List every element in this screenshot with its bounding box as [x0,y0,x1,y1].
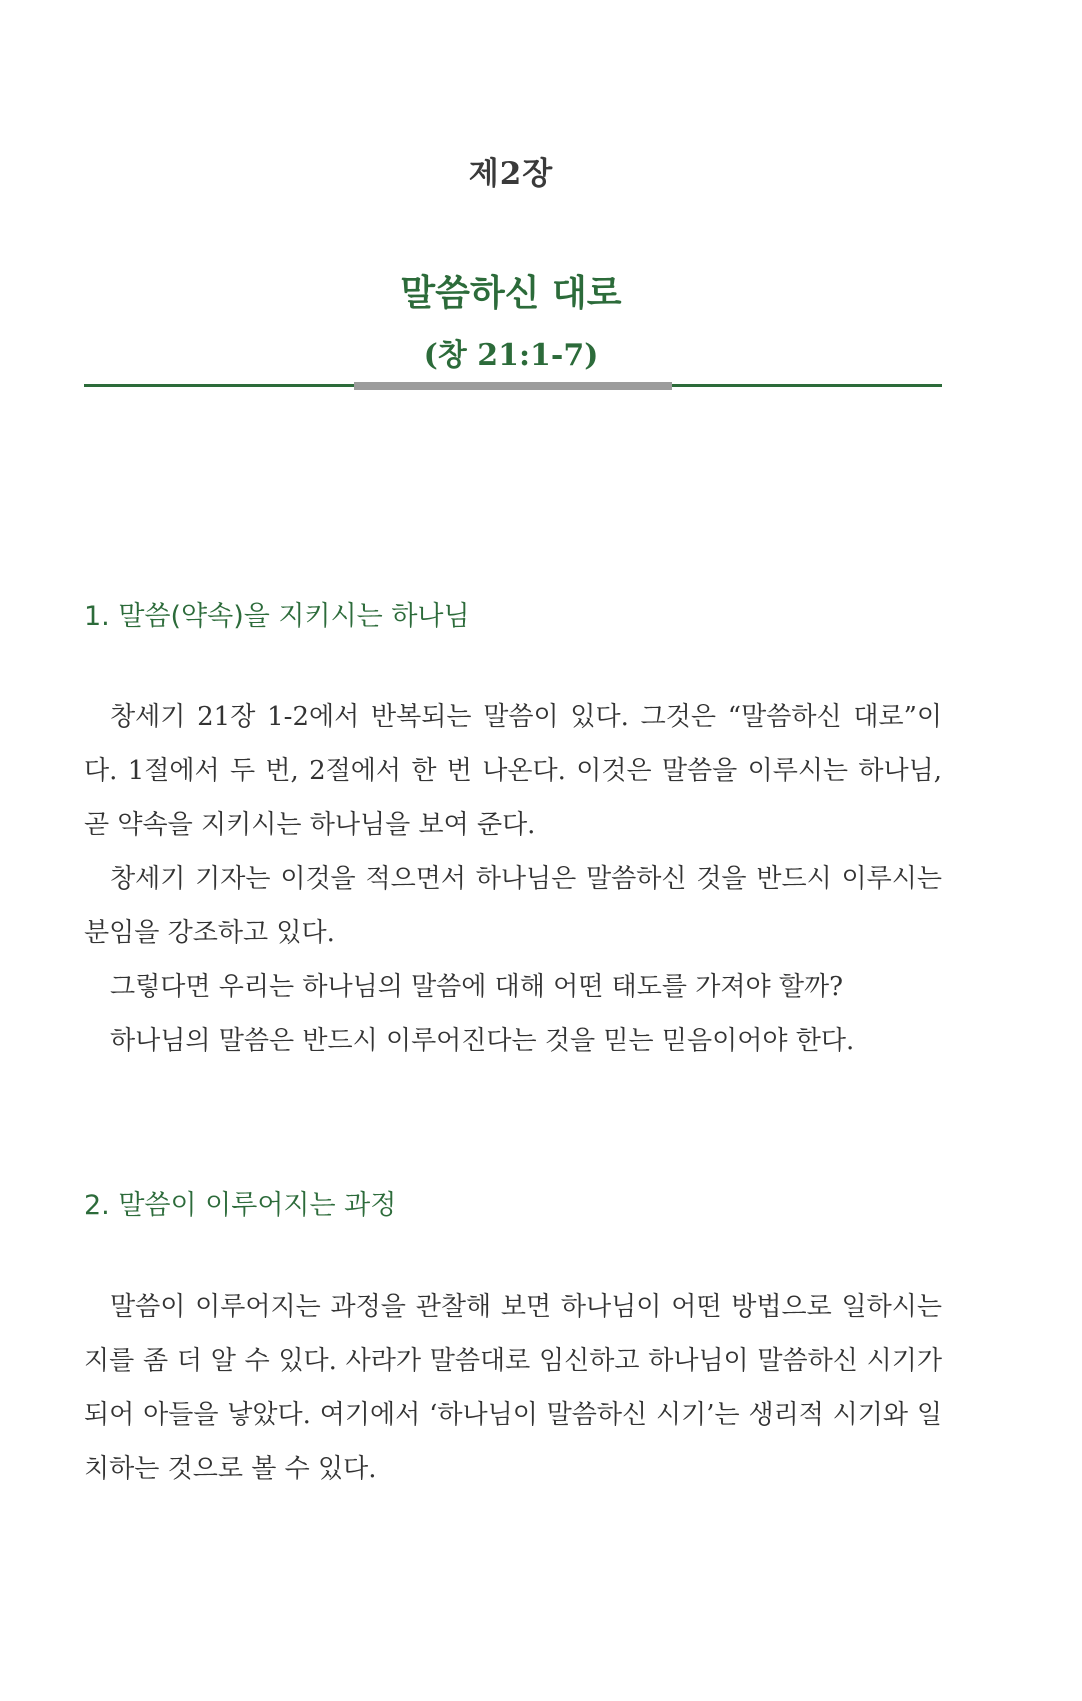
section-2-heading: 2. 말씀이 이루어지는 과정 [84,1190,397,1221]
section-2-paragraph-1: 말씀이 이루어지는 과정을 관찰해 보면 하나님이 어떤 방법으로 일하시는지를 좀 더 알 수 있다. 사라가 말씀대로 임신하고 하나님이 말씀하신 시기가 되어 아들을 낳았다. 여기에서 ‘하나님이 말씀하신 시기’는 생리적 시기와 일치하는 것으로 볼 수 있다. [84,1292,942,1484]
section-1-paragraph-2: 창세기 기자는 이것을 적으면서 하나님은 말씀하신 것을 반드시 이루시는 분임을 강조하고 있다. [84,864,942,948]
chapter-reference: (창 21:1-7) [423,338,599,373]
chapter-title: 말씀하신 대로 [400,272,622,314]
section-1-heading: 1. 말씀(약속)을 지키시는 하나님 [84,601,470,632]
section-1-paragraph-3: 그렇다면 우리는 하나님의 말씀에 대해 어떤 태도를 가져야 할까? [110,972,844,1002]
section-1-paragraph-1: 창세기 21장 1-2에서 반복되는 말씀이 있다. 그것은 “말씀하신 대로”이다. 1절에서 두 번, 2절에서 한 번 나온다. 이것은 말씀을 이루시는 하나님, 곧 약속을 지키시는 하나님을 보여 준다. [84,702,942,840]
chapter-label: 제2장 [468,156,554,192]
divider-left-segment [84,384,354,387]
title-divider [84,382,942,392]
divider-right-segment [672,384,942,387]
section-1-paragraph-4: 하나님의 말씀은 반드시 이루어진다는 것을 믿는 믿음이어야 한다. [110,1026,855,1056]
divider-middle-segment [354,382,672,390]
